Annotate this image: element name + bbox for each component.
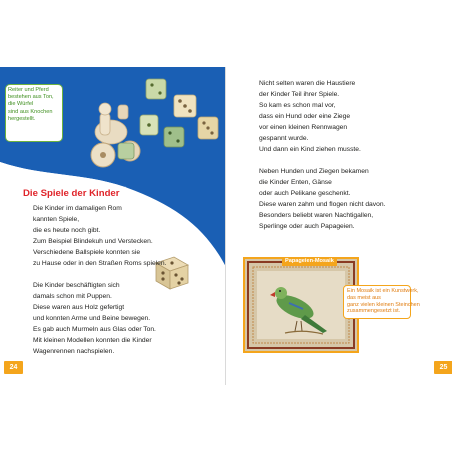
roman-toys-photo bbox=[78, 75, 226, 195]
callout-line: das meist aus bbox=[347, 294, 381, 301]
mosaic-callout bbox=[343, 285, 420, 319]
text-line: Sperlinge oder auch Papageien. bbox=[259, 223, 355, 230]
text-line: Es gab auch Murmeln aus Glas oder Ton. bbox=[33, 326, 156, 333]
right-body-text bbox=[259, 78, 449, 232]
text-line: damals schon mit Puppen. bbox=[33, 293, 112, 300]
right-page bbox=[226, 67, 452, 385]
text-line: die es heute noch gibt. bbox=[33, 227, 101, 234]
text-line: Mit kleinen Modellen konnten die Kinder bbox=[33, 337, 152, 344]
paragraph-gap bbox=[259, 155, 449, 166]
text-line: Wagenrennen nachspielen. bbox=[33, 348, 115, 355]
text-line: Zum Beispiel Blindekuh und Verstecken. bbox=[33, 238, 153, 245]
text-line: Und dann ein Kind ziehen musste. bbox=[259, 146, 361, 153]
callout-line: hergestellt. bbox=[8, 115, 36, 122]
page-number-left: 24 bbox=[4, 361, 23, 374]
toys-callout bbox=[5, 84, 63, 142]
text-line: Verschiedene Ballspiele konnten sie bbox=[33, 249, 141, 256]
callout-line: bestehen aus Ton, bbox=[8, 94, 54, 101]
text-line: kannten Spiele, bbox=[33, 216, 80, 223]
text-line: Nicht selten waren die Haustiere bbox=[259, 80, 356, 87]
section-heading: Die Spiele der Kinder bbox=[23, 188, 120, 199]
text-line: Diese waren aus Holz gefertigt bbox=[33, 304, 125, 311]
book-spread bbox=[0, 67, 452, 385]
callout-line: Reiter und Pferd bbox=[8, 87, 49, 93]
text-line: gespannt wurde. bbox=[259, 135, 309, 142]
left-body-text bbox=[33, 203, 193, 357]
mosaic-label: Papageien-Mosaik bbox=[282, 257, 337, 266]
text-line: zu Hause oder in den Straßen Roms spielen. bbox=[33, 260, 167, 267]
text-line: So kam es schon mal vor, bbox=[259, 102, 336, 109]
text-line: Neben Hunden und Ziegen bekamen bbox=[259, 168, 369, 175]
callout-line: Ein Mosaik ist ein Kunstwerk, bbox=[347, 288, 419, 294]
text-line: der Kinder Teil ihrer Spiele. bbox=[259, 91, 340, 98]
parrot-mosaic-drawing bbox=[245, 259, 357, 351]
text-line: und konnten Arme und Beine bewegen. bbox=[33, 315, 151, 322]
callout-line: ganz vielen kleinen Steinchen bbox=[347, 301, 420, 308]
parrot-mosaic-image bbox=[243, 257, 359, 353]
page-number-right: 25 bbox=[434, 361, 452, 374]
text-line: Besonders beliebt waren Nachtigallen, bbox=[259, 212, 374, 219]
text-line: die Kinder Enten, Gänse bbox=[259, 179, 332, 186]
dice-group bbox=[118, 79, 218, 159]
paragraph-gap bbox=[33, 269, 193, 280]
callout-line: zusammengesetzt ist. bbox=[347, 308, 401, 315]
text-line: Die Kinder im damaligen Rom bbox=[33, 205, 122, 212]
text-line: oder auch Pelikane geschenkt. bbox=[259, 190, 351, 197]
text-line: vor einen kleinen Rennwagen bbox=[259, 124, 348, 131]
left-page bbox=[0, 67, 226, 385]
callout-line: die Würfel bbox=[8, 101, 34, 108]
text-line: Diese waren zahm und flogen nicht davon. bbox=[259, 201, 386, 208]
callout-line: sind aus Knochen bbox=[8, 108, 53, 115]
text-line: dass ein Hund oder eine Ziege bbox=[259, 113, 351, 120]
text-line: Die Kinder beschäftigten sich bbox=[33, 282, 120, 289]
